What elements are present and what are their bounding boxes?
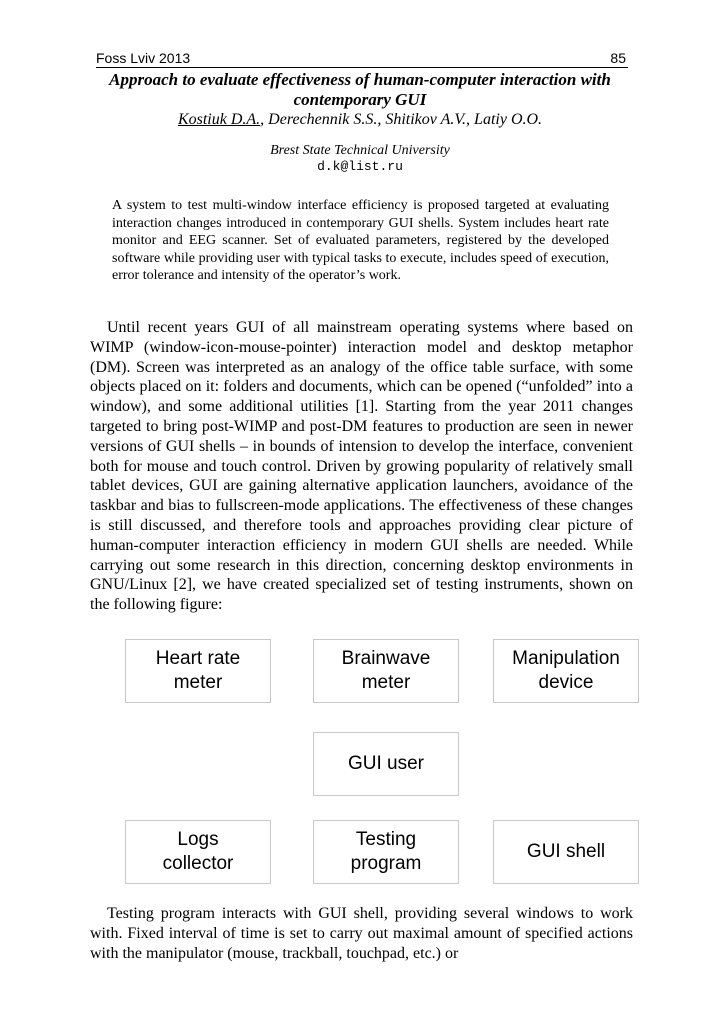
box-label: Logs collector (162, 829, 234, 874)
email: d.k@list.ru (317, 159, 403, 174)
first-author: Kostiuk D.A. (177, 111, 261, 128)
authors (90, 110, 630, 130)
box-brainwave-meter (313, 639, 459, 703)
box-heart-rate-meter (125, 639, 271, 703)
running-header (96, 50, 628, 68)
box-label: Brainwave meter (341, 648, 431, 693)
box-logs-collector (125, 820, 271, 884)
body-paragraph-2: Testing program interacts with GUI shell, providing several windows to work with. Fixed interval of time is set to carry out maximal amount of specified actions with the manipulator (mouse, trackball, touchpad, etc.) or (90, 905, 633, 962)
abstract: A system to test multi-window interface efficiency is proposed targeted at evaluating interaction changes introduced in contemporary GUI shells. System includes heart rate monitor and EEG scanner. Set of evaluated parameters, registered by the developed software while providing user with typical tasks to execute, includes speed of execution, error tolerance and intensity of the operator’s work. (112, 198, 609, 284)
box-label: GUI user (347, 753, 425, 774)
box-testing-program (313, 820, 459, 884)
other-authors: , Derechennik S.S., Shitikov A.V., Latiy O.O. (260, 111, 543, 128)
box-label: Testing program (350, 829, 422, 874)
box-label: GUI shell (526, 841, 606, 862)
box-label: Manipulation device (512, 648, 620, 693)
header-conference: Foss Lviv 2013 (96, 50, 191, 66)
box-gui-shell (493, 820, 639, 884)
paper-title: Approach to evaluate effectiveness of human-computer interaction with contemporary GUI (109, 70, 611, 109)
box-manipulation-device (493, 639, 639, 703)
box-gui-user (313, 732, 459, 796)
page-number: 85 (610, 50, 626, 66)
body-paragraph-1: Until recent years GUI of all mainstream operating systems where based on WIMP (window-icon-mouse-pointer) interaction model and desktop metaphor (DM). Screen was interpreted as an analogy of the office table surface, with some objects placed on it: folders and documents, which can be opened (“unfolded” into a window), and some additional utilities [1]. Starting from the year 2011 changes targeted to bring post-WIMP and post-DM features to production are seen in newer versions of GUI shells – in bounds of intension to develop the interface, convenient both for mouse and touch control. Driven by growing popularity of relatively small tablet devices, GUI are gaining alternative application launchers, avoidance of the taskbar and bias to fullscreen-mode applications. The effectiveness of these changes is still discussed, and therefore tools and approaches providing clear picture of human-computer interaction efficiency in modern GUI shells are needed. While carrying out some research in this direction, concerning desktop environments in GNU/Linux [2], we have created specialized set of testing instruments, shown on the following figure: (90, 319, 633, 614)
box-label: Heart rate meter (155, 648, 241, 693)
affiliation: Brest State Technical University (270, 143, 450, 158)
